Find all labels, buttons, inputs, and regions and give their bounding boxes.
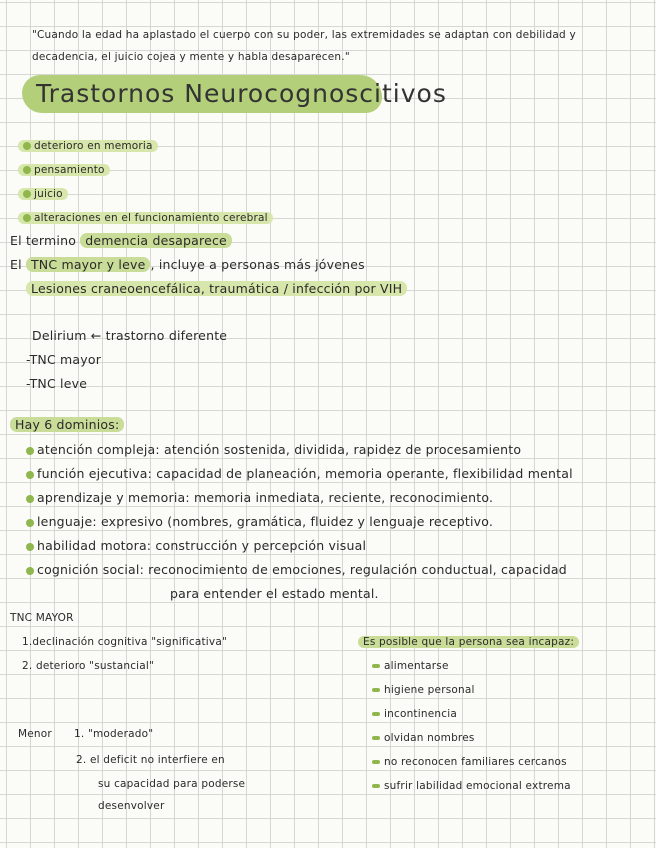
incapaz-item: [372, 778, 571, 794]
bullet-text: pensamiento: [34, 164, 105, 176]
tnc-mayor-item-2: 2. deterioro "sustancial": [22, 660, 155, 672]
domain-text: cognición social: reconocimiento de emociones, regulación conductual, capacidad: [37, 562, 567, 577]
incapaz-text: incontinencia: [384, 708, 457, 720]
incapaz-item: [372, 658, 449, 674]
tnc-mayor-line: -TNC mayor: [26, 352, 102, 367]
incapaz-text: sufrir labilidad emocional extrema: [384, 780, 571, 792]
tnc-line: [10, 257, 365, 273]
bullet-item: [18, 138, 158, 154]
domain-item: [26, 538, 366, 554]
bullet-dot-icon: [23, 166, 31, 174]
dash-bullet-icon: [372, 784, 380, 788]
domains-heading-text: Hay 6 dominios:: [10, 417, 124, 432]
lesiones-line: [26, 281, 407, 297]
bullet-text: alteraciones en el funcionamiento cerebral: [34, 212, 268, 224]
domain-item: [26, 562, 567, 578]
domain-item: [26, 514, 493, 530]
term-highlight: demencia desaparece: [80, 233, 232, 248]
delirium-line: Delirium ← trastorno diferente: [32, 328, 228, 343]
bullet-dot-icon: [26, 471, 34, 479]
term-line: [10, 233, 232, 249]
bullet-dot-icon: [26, 495, 34, 503]
menor-item-2-line-2: su capacidad para poderse: [98, 778, 246, 790]
incapaz-text: alimentarse: [384, 660, 449, 672]
incapaz-text: no reconocen familiares cercanos: [384, 756, 567, 768]
incapaz-item: [372, 706, 457, 722]
domain-text: función ejecutiva: capacidad de planeación, memoria operante, flexibilidad mental: [37, 466, 573, 481]
domain-item: [26, 442, 521, 458]
incapaz-text: olvidan nombres: [384, 732, 475, 744]
domains-heading: [10, 417, 124, 433]
dash-bullet-icon: [372, 712, 380, 716]
domain-text: aprendizaje y memoria: memoria inmediata, reciente, reconocimiento.: [37, 490, 494, 505]
domain-continuation: para entender el estado mental.: [170, 586, 379, 601]
bullet-dot-icon: [23, 190, 31, 198]
menor-item-2-line-3: desenvolver: [98, 800, 165, 812]
bullet-dot-icon: [26, 447, 34, 455]
bullet-dot-icon: [26, 543, 34, 551]
domain-text: atención compleja: atención sostenida, dividida, rapidez de procesamiento: [37, 442, 522, 457]
incapaz-item: [372, 754, 567, 770]
tnc-mayor-heading: TNC MAYOR: [10, 612, 74, 624]
menor-label: Menor: [18, 728, 52, 740]
domain-item: [26, 490, 493, 506]
incapaz-item: [372, 682, 475, 698]
incapaz-heading-text: Es posible que la persona sea incapaz:: [358, 636, 579, 648]
dash-bullet-icon: [372, 664, 380, 668]
quote-line-1: "Cuando la edad ha aplastado el cuerpo con su poder, las extremidades se adaptan con debilidad y: [32, 29, 576, 41]
page-title: Trastornos Neurocognoscitivos: [36, 79, 447, 108]
tnc-mayor-item-1: 1.declinación cognitiva "significativa": [22, 636, 227, 648]
term-prefix: El termino: [10, 233, 81, 248]
bullet-text: juicio: [34, 188, 63, 200]
tnc-suffix: , incluye a personas más jóvenes: [150, 257, 365, 272]
tnc-highlight: TNC mayor y leve: [26, 257, 151, 272]
domain-item: [26, 466, 573, 482]
bullet-dot-icon: [23, 142, 31, 150]
lesiones-highlight: Lesiones craneoencefálica, traumática / infección por VIH: [26, 281, 407, 296]
domain-text: habilidad motora: construcción y percepción visual: [37, 538, 367, 553]
quote-line-2: decadencia, el juicio cojea y mente y habla desaparecen.": [32, 51, 350, 63]
bullet-item: [18, 162, 110, 178]
domain-text: lenguaje: expresivo (nombres, gramática, fluidez y lenguaje receptivo.: [37, 514, 494, 529]
dash-bullet-icon: [372, 736, 380, 740]
bullet-dot-icon: [23, 214, 31, 222]
incapaz-heading: [358, 634, 579, 650]
menor-item-2-line-1: 2. el deficit no interfiere en: [76, 754, 225, 766]
menor-item-1: 1. "moderado": [74, 728, 154, 740]
dash-bullet-icon: [372, 760, 380, 764]
tnc-leve-line: -TNC leve: [26, 376, 88, 391]
bullet-dot-icon: [26, 567, 34, 575]
bullet-item: [18, 210, 273, 226]
incapaz-item: [372, 730, 475, 746]
incapaz-text: higiene personal: [384, 684, 475, 696]
bullet-dot-icon: [26, 519, 34, 527]
dash-bullet-icon: [372, 688, 380, 692]
bullet-item: [18, 186, 68, 202]
tnc-prefix: El: [10, 257, 26, 272]
bullet-text: deterioro en memoria: [34, 140, 153, 152]
